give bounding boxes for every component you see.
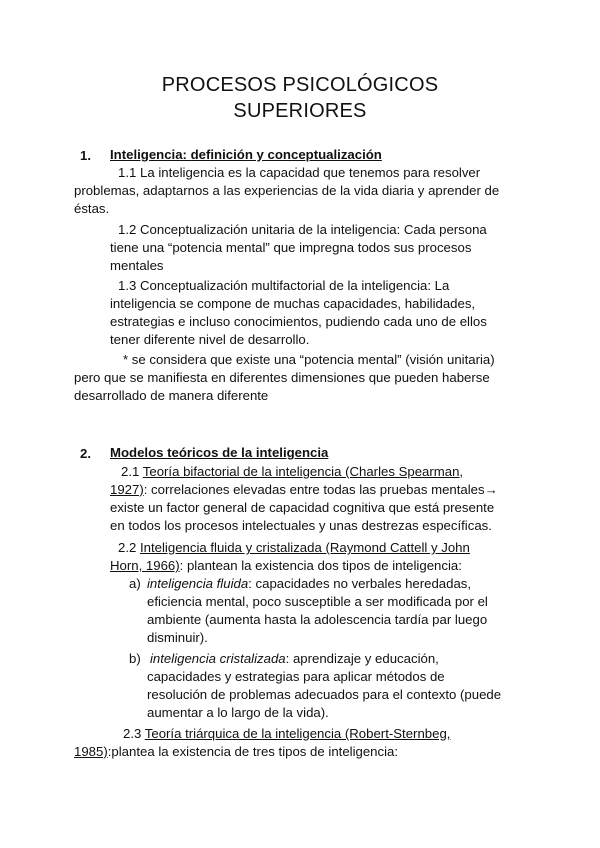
para-2-1-line-2: 1927): correlaciones elevadas entre todas las pruebas mentales→: [110, 482, 498, 497]
para-1-1-line-2: problemas, adaptarnos a las experiencias de la vida diaria y aprender de: [74, 183, 500, 198]
item-a-marker: a): [129, 576, 141, 591]
para-1-3-line-3: estrategias e incluso conocimientos, pudiendo cada uno de ellos: [110, 314, 487, 329]
para-2-2-line-2: Horn, 1966): plantean la existencia dos tipos de inteligencia:: [110, 558, 462, 573]
para-2-3-number: 2.3: [123, 726, 145, 741]
para-1-2-line-3: mentales: [110, 258, 164, 273]
para-1-3-line-2: inteligencia se compone de muchas capacidades, habilidades,: [110, 296, 476, 311]
para-2-1-line-1: [121, 463, 463, 481]
section-2-number: 2.: [80, 446, 91, 461]
note-line-2: pero que se manifiesta en diferentes dimensiones que pueden haberse: [74, 370, 490, 385]
fluid-intelligence-term: inteligencia fluida: [147, 576, 249, 591]
item-a-line-4: disminuir).: [147, 630, 208, 645]
section-2-heading: Modelos teóricos de la inteligencia: [110, 445, 329, 460]
para-2-3-line-2: 1985):plantea la existencia de tres tipos de inteligencia:: [74, 744, 399, 759]
sternberg-reference-link: Teoría triárquica de la inteligencia (Robert-Sternbeg,: [144, 726, 451, 741]
cattell-horn-reference-link: Inteligencia fluida y cristalizada (Raymond Cattell y John: [140, 540, 470, 555]
para-1-3-line-1: 1.3 Conceptualización multifactorial de la inteligencia: La: [118, 278, 450, 293]
para-2-1-number: 2.1: [121, 464, 143, 479]
item-a-line-2: eficiencia mental, poco susceptible a ser modificada por el: [147, 594, 488, 609]
note-line-3: desarrollado de manera diferente: [74, 388, 269, 403]
item-b-line-4: aumentar a lo largo de la vida).: [147, 705, 329, 720]
section-1-number: 1.: [80, 148, 91, 163]
item-a-line-1: inteligencia fluida: capacidades no verbales heredadas,: [147, 576, 472, 591]
section-1-heading: Inteligencia: definición y conceptualización: [110, 147, 382, 162]
item-a-line-3: ambiente (aumenta hasta la adolescencia tardía par luego: [147, 612, 488, 627]
item-b-line-3: resolución de problemas adecuados para el contexto (puede: [147, 687, 502, 702]
cattell-horn-year: Horn, 1966): [110, 558, 180, 573]
spearman-reference-link: Teoría bifactorial de la inteligencia (Charles Spearman,: [142, 464, 464, 479]
spearman-year: 1927): [110, 482, 144, 497]
para-1-1-line-3: éstas.: [74, 201, 110, 216]
para-1-1-line-1: 1.1 La inteligencia es la capacidad que tenemos para resolver: [118, 165, 481, 180]
para-2-1-line-4: en todos los procesos intelectuales y unas destrezas específicas.: [110, 518, 492, 533]
crystallized-intelligence-term: inteligencia cristalizada: [150, 651, 286, 666]
para-1-2-line-2: tiene una “potencia mental” que impregna todos sus procesos: [110, 240, 472, 255]
para-2-2-line-1: [118, 539, 470, 557]
para-2-2-number: 2.2: [118, 540, 140, 555]
para-2-3-line-1: [123, 725, 450, 743]
item-b-marker: b): [129, 651, 141, 666]
para-1-2-line-1: 1.2 Conceptualización unitaria de la inteligencia: Cada persona: [118, 222, 487, 237]
item-b-line-2: capacidades y estrategias para aplicar métodos de: [147, 669, 445, 684]
para-2-1-line-3: existe un factor general de capacidad cognitiva que está presente: [110, 500, 495, 515]
item-b-line-1: inteligencia cristalizada: aprendizaje y educación,: [150, 651, 439, 666]
title-line-1: PROCESOS PSICOLÓGICOS: [161, 74, 439, 96]
sternberg-year: 1985): [74, 744, 108, 759]
title-line-2: SUPERIORES: [233, 100, 367, 122]
note-line-1: * se considera que existe una “potencia mental” (visión unitaria): [123, 352, 495, 367]
para-1-3-line-4: tener diferente nivel de desarrollo.: [110, 332, 310, 347]
